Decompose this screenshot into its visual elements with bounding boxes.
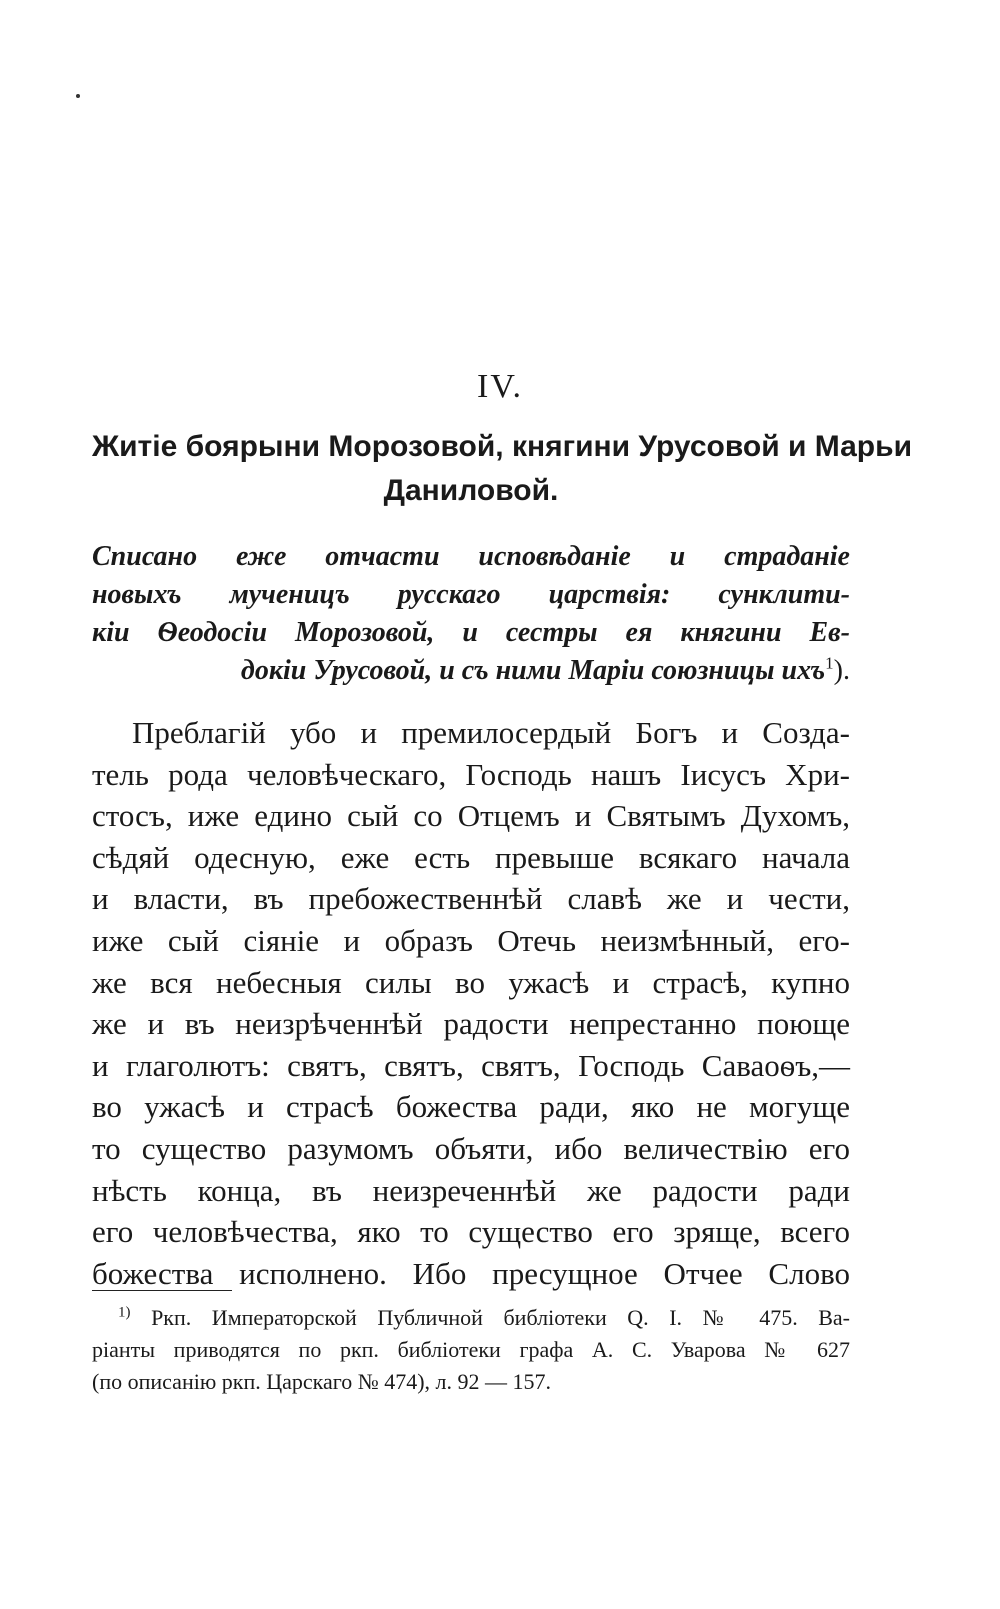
- footnote-line-text: Ркп. Императорской Публичной библіотеки Q. I. № 475. Ва-: [151, 1305, 851, 1330]
- footnote-separator: [92, 1290, 232, 1291]
- body-paragraph: [92, 712, 850, 1294]
- chapter-subtitle: [92, 538, 850, 690]
- footnote-reference: 1: [825, 653, 834, 673]
- footnote-mark: 1): [118, 1304, 131, 1321]
- subtitle-line: [92, 652, 850, 690]
- body-line: и глаголютъ: святъ, святъ, святъ, Господь Саваоѳъ,—: [92, 1047, 850, 1083]
- subtitle-trailing-punctuation: ).: [833, 655, 850, 686]
- body-line: стосъ, иже едино сый со Отцемъ и Святымъ Духомъ,: [92, 798, 850, 834]
- body-line: тель рода человѣческаго, Господь нашъ Іисусъ Хри-: [92, 756, 850, 792]
- body-line: и власти, въ пребожественнѣй славѣ же и чести,: [92, 881, 850, 917]
- body-line: нѣсть конца, въ неизреченнѣй же радости ради: [92, 1172, 850, 1208]
- chapter-number: IV.: [477, 368, 523, 405]
- body-line: во ужасѣ и страсѣ божества ради, яко не могуще: [92, 1089, 850, 1125]
- title-line: Житіе боярыни Морозовой, княгини Урусовой и Марьи: [92, 430, 913, 463]
- footnote-line: ріанты приводятся по ркп. библіотеки графа А. С. Уварова № 627: [92, 1337, 850, 1362]
- footnote: [92, 1302, 850, 1398]
- footnote-line: (по описанію ркп. Царскаго № 474), л. 92 — 157.: [92, 1369, 552, 1394]
- body-line: сѣдяй одесную, еже есть превыше всякаго начала: [92, 839, 850, 875]
- body-line: его человѣчества, яко то существо его зряще, всего: [92, 1214, 850, 1250]
- chapter-title: [92, 425, 913, 513]
- body-line: то существо разумомъ объяти, ибо величествію его: [92, 1130, 850, 1166]
- body-line: же и въ неизрѣченнѣй радости непрестанно поюще: [92, 1006, 850, 1042]
- body-line: божества исполнено. Ибо пресущное Отчее Слово: [92, 1255, 850, 1291]
- title-line: Даниловой.: [383, 474, 559, 507]
- print-speck: [76, 94, 80, 98]
- subtitle-line-text: докіи Урусовой, и съ ними Маріи союзницы ихъ: [240, 655, 826, 686]
- body-line: же вся небесныя силы во ужасѣ и страсѣ, купно: [92, 964, 850, 1000]
- footnote-line: [92, 1302, 850, 1334]
- subtitle-line: Списано еже отчасти исповѣданіе и страданіе: [92, 541, 850, 572]
- subtitle-line: кіи Ѳеодосіи Морозовой, и сестры ея княгини Ев-: [92, 617, 850, 648]
- body-line: Преблагій убо и премилосердый Богъ и Созда-: [132, 715, 850, 750]
- subtitle-line: новыхъ мученицъ русскаго царствія: сунклити-: [92, 579, 850, 610]
- body-line: иже сый сіяніе и образъ Отечь неизмѣнный, его-: [92, 922, 850, 958]
